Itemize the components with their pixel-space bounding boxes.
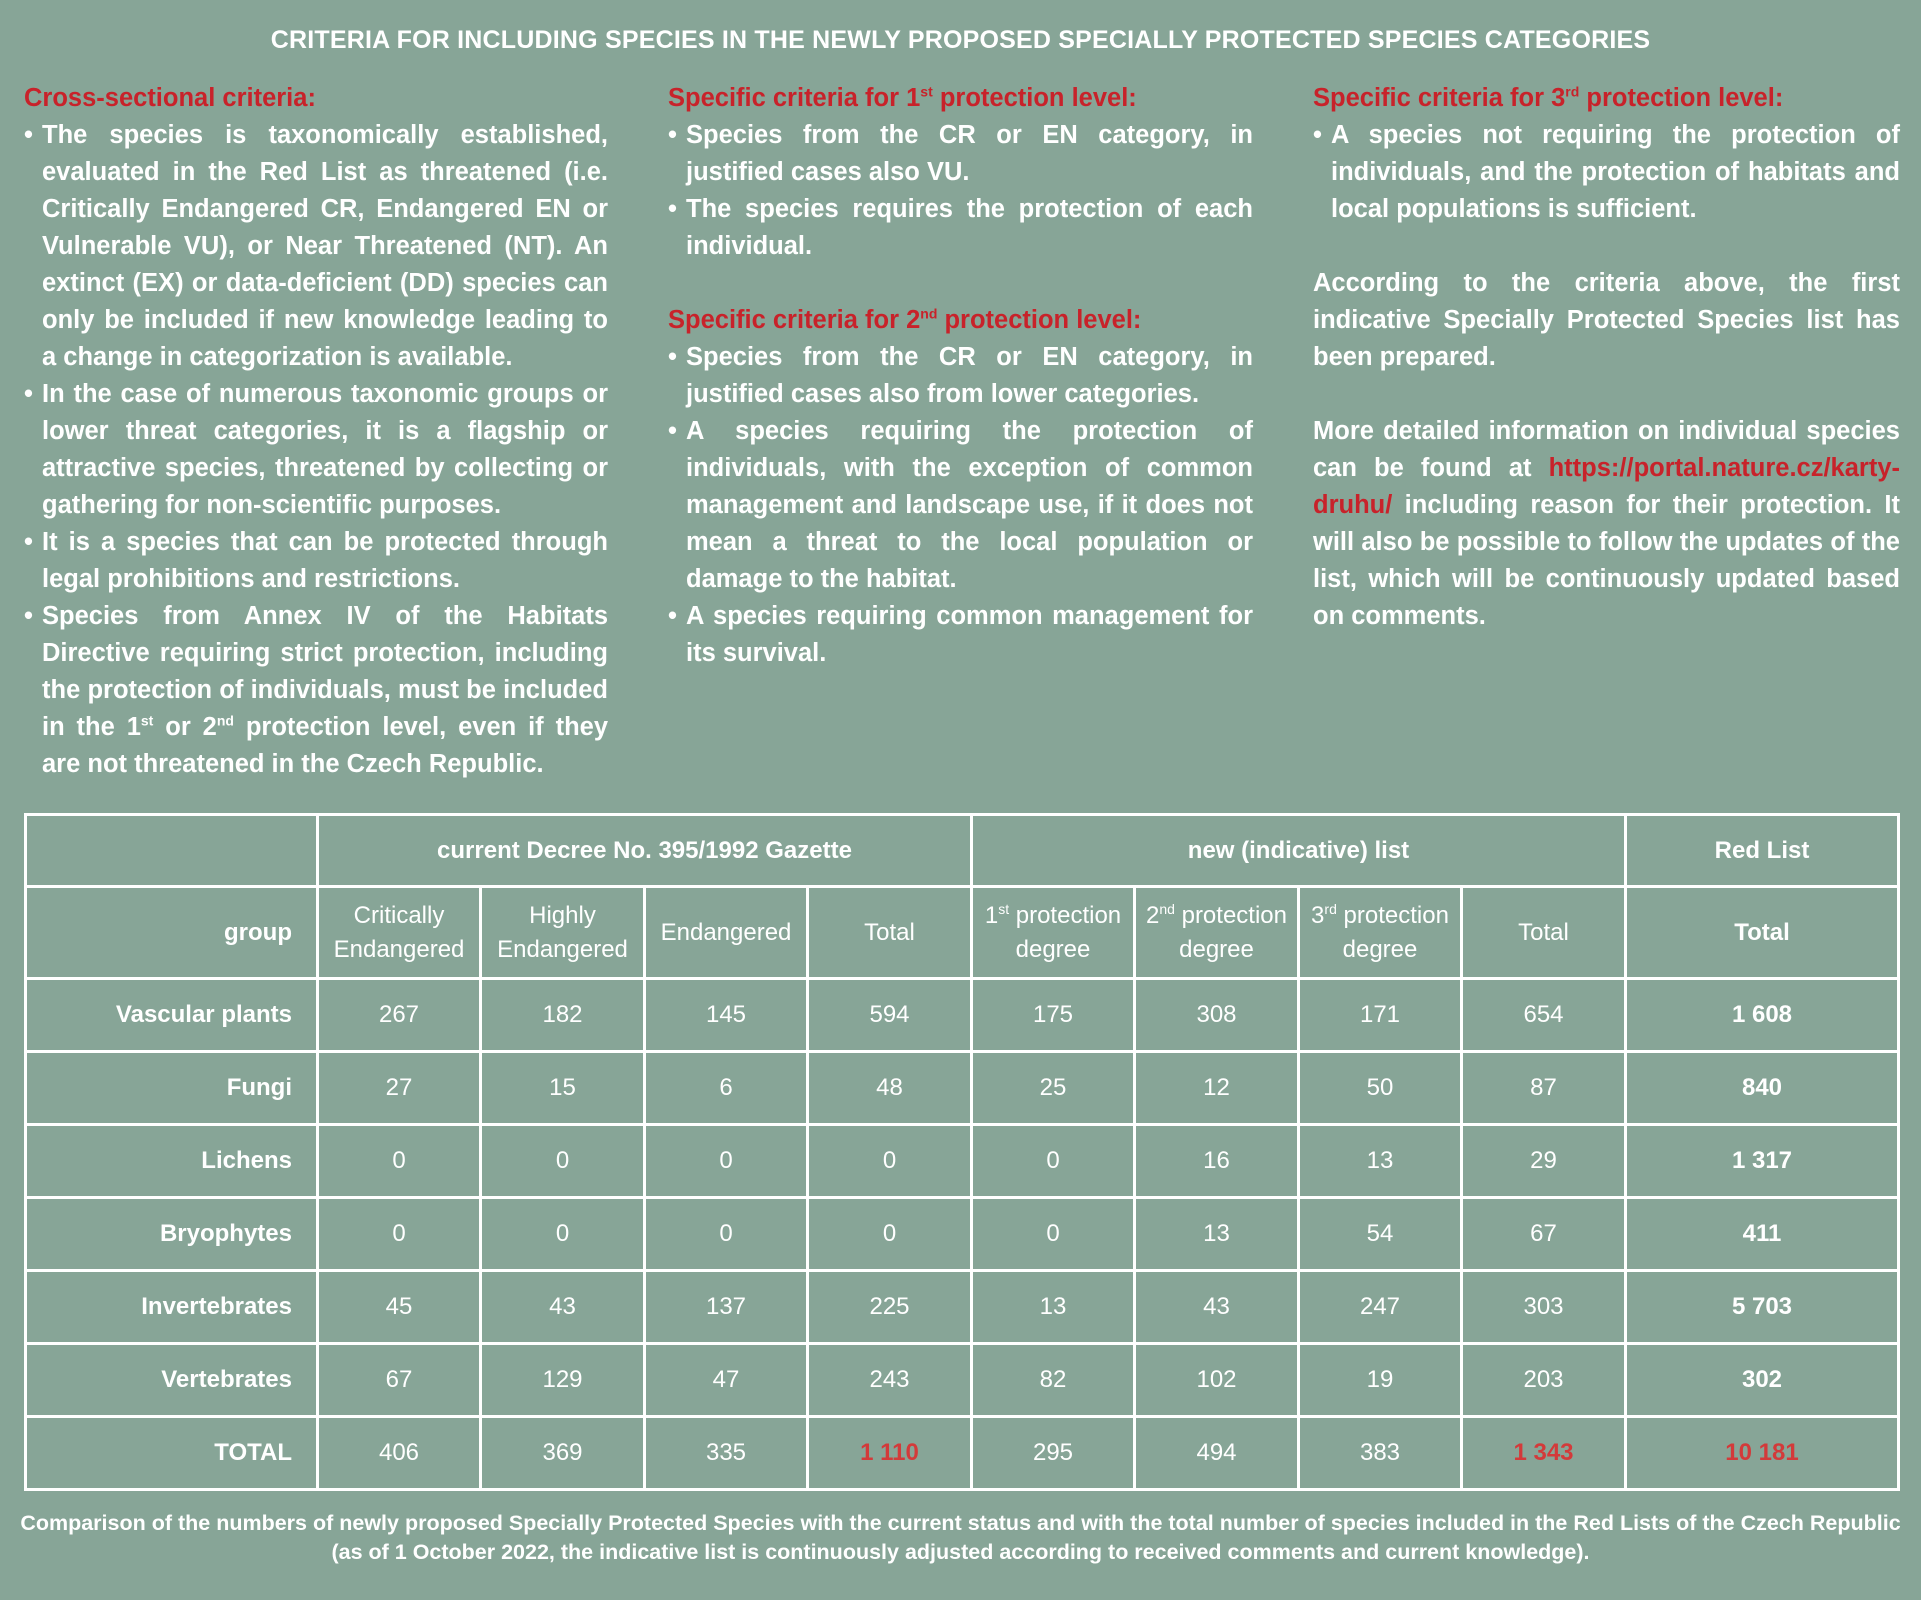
table-cell: 654 [1462,979,1626,1052]
table-header-row [26,815,1899,887]
caption-line: (as of 1 October 2022, the indicative list is continuously adjusted according to received comments and current knowledge). [331,1540,1590,1564]
table-cell: 1 608 [1626,979,1899,1052]
column-header: 1st protection degree [972,887,1135,979]
table-row [26,1125,1899,1198]
table-row [26,979,1899,1052]
empty-corner-cell [26,815,318,887]
table-cell: 48 [808,1052,972,1125]
table-cell: 247 [1299,1271,1462,1344]
level3-heading: Specific criteria for 3rd protection level: [1313,83,1784,112]
table-cell: 25 [972,1052,1135,1125]
table-cell: 0 [481,1125,645,1198]
table-cell: 594 [808,979,972,1052]
table-cell: 19 [1299,1344,1462,1417]
table-cell: 0 [318,1125,481,1198]
table-cell: 335 [645,1417,808,1490]
list-item: • A species not requiring the protection of individuals, and the protection of habitats and local populations is sufficient. [1313,117,1900,228]
column-header: 3rd protection degree [1299,887,1462,979]
column-header: Total [1626,887,1899,979]
list-item-text: Species from Annex IV of the Habitats Directive requiring strict protection, including the protection of individuals, must be included in the 1 [42,602,608,741]
table-cell: 29 [1462,1125,1626,1198]
group-column-header: group [26,887,318,979]
new-list-group-header: new (indicative) list [972,815,1626,887]
table-cell: 171 [1299,979,1462,1052]
table-cell: 840 [1626,1052,1899,1125]
ordinal-suffix: nd [216,712,234,729]
table-cell: 1 110 [808,1417,972,1490]
table-cell: 295 [972,1417,1135,1490]
decree-group-header: current Decree No. 395/1992 Gazette [318,815,972,887]
table-row [26,1417,1899,1490]
table-cell: 308 [1135,979,1299,1052]
table-cell: 45 [318,1271,481,1344]
table-cell: 67 [1462,1198,1626,1271]
table-cell: 16 [1135,1125,1299,1198]
table-cell: 0 [481,1198,645,1271]
group-cell: Vertebrates [26,1344,318,1417]
table-cell: 13 [1135,1198,1299,1271]
table-cell: 54 [1299,1198,1462,1271]
level-1-2-criteria [668,80,1253,672]
column-header: Total [808,887,972,979]
page-title: CRITERIA FOR INCLUDING SPECIES IN THE NEWLY PROPOSED SPECIALLY PROTECTED SPECIES CATEGORIES [270,26,1651,54]
table-row [26,1344,1899,1417]
more-info-paragraph: More detailed information on individual species can be found at https://portal.nature.cz/karty-druhu/ including reason for their protection. It will also be possible to follow the updates of the list, which will be continuously updated based on comments. [1313,417,1900,630]
ordinal-suffix: st [140,712,154,729]
column-header: Critically Endangered [318,887,481,979]
list-item: • Species from the CR or EN category, in justified cases also VU. [668,117,1253,191]
table-cell: 47 [645,1344,808,1417]
table-cell: 82 [972,1344,1135,1417]
table-row [26,1198,1899,1271]
table-cell: 27 [318,1052,481,1125]
group-cell: TOTAL [26,1417,318,1490]
level1-heading: Specific criteria for 1st protection level: [668,83,1137,112]
table-cell: 43 [1135,1271,1299,1344]
list-item: • The species requires the protection of each individual. [668,191,1253,265]
table-cell: 203 [1462,1344,1626,1417]
list-item: • Species from the CR or EN category, in justified cases also from lower categories. [668,339,1253,413]
table-cell: 406 [318,1417,481,1490]
group-cell: Invertebrates [26,1271,318,1344]
caption-line: Comparison of the numbers of newly proposed Specially Protected Species with the current status and with the total number of species included in the Red Lists of the Czech Republic [20,1511,1901,1535]
table-cell: 0 [318,1198,481,1271]
table-cell: 13 [1299,1125,1462,1198]
table-subheader-row [26,887,1899,979]
list-item-text: or 2 [153,713,217,741]
table-cell: 0 [645,1125,808,1198]
cross-sectional-criteria [24,80,608,783]
level2-heading: Specific criteria for 2nd protection level: [668,305,1142,334]
table-cell: 0 [808,1198,972,1271]
group-cell: Bryophytes [26,1198,318,1271]
list-item: • A species requiring the protection of individuals, with the exception of common management and landscape use, if it does not mean a threat to the local population or damage to the habitat. [668,413,1253,598]
column-header: Endangered [645,887,808,979]
level1-list [668,117,1253,265]
table-cell: 369 [481,1417,645,1490]
table-cell: 5 703 [1626,1271,1899,1344]
table-cell: 15 [481,1052,645,1125]
list-item: • A species requiring common management for its survival. [668,598,1253,672]
list-prepared-paragraph: According to the criteria above, the first indicative Specially Protected Species list has been prepared. [1313,269,1900,371]
list-item: • The species is taxonomically established, evaluated in the Red List as threatened (i.e. Critically Endangered CR, Endangered EN or Vulnerable VU), or Near Threatened (NT). An extinct (EX) or data-deficient (DD) species can only be included if new knowledge leading to a change in categorization is available. [24,117,608,376]
table-cell: 0 [808,1125,972,1198]
table-cell: 87 [1462,1052,1626,1125]
table-cell: 267 [318,979,481,1052]
level2-list [668,339,1253,672]
column-header: Total [1462,887,1626,979]
table-cell: 411 [1626,1198,1899,1271]
level3-list [1313,117,1900,228]
table-cell: 303 [1462,1271,1626,1344]
table-cell: 10 181 [1626,1417,1899,1490]
list-item-text: protection level, even if they are not threatened in the Czech Republic. [42,713,609,778]
table-cell: 175 [972,979,1135,1052]
list-item: • In the case of numerous taxonomic groups or lower threat categories, it is a flagship or attractive species, threatened by collecting or gathering for non-scientific purposes. [24,376,608,524]
table-row [26,1271,1899,1344]
species-comparison-table [24,813,1900,1491]
table-cell: 0 [972,1198,1135,1271]
table-caption [0,1509,1921,1567]
group-cell: Fungi [26,1052,318,1125]
list-item [24,598,608,783]
table-cell: 0 [645,1198,808,1271]
table-cell: 1 343 [1462,1417,1626,1490]
group-cell: Vascular plants [26,979,318,1052]
table-cell: 0 [972,1125,1135,1198]
table-cell: 129 [481,1344,645,1417]
table-cell: 12 [1135,1052,1299,1125]
table-cell: 13 [972,1271,1135,1344]
table-cell: 182 [481,979,645,1052]
table-row [26,1052,1899,1125]
table-cell: 137 [645,1271,808,1344]
table-cell: 383 [1299,1417,1462,1490]
group-cell: Lichens [26,1125,318,1198]
column-header: Highly Endangered [481,887,645,979]
table-cell: 225 [808,1271,972,1344]
table-cell: 67 [318,1344,481,1417]
table-cell: 302 [1626,1344,1899,1417]
list-item: • It is a species that can be protected through legal prohibitions and restrictions. [24,524,608,598]
red-list-group-header: Red List [1626,815,1899,887]
cross-sectional-heading: Cross-sectional criteria: [24,84,316,112]
table-cell: 494 [1135,1417,1299,1490]
table-cell: 1 317 [1626,1125,1899,1198]
table-cell: 50 [1299,1052,1462,1125]
table-cell: 43 [481,1271,645,1344]
table-cell: 6 [645,1052,808,1125]
portal-link[interactable]: https://portal.nature.cz/karty-druhu/ [1313,454,1900,519]
table-cell: 243 [808,1344,972,1417]
cross-sectional-list [24,117,608,783]
table-cell: 145 [645,979,808,1052]
table-cell: 102 [1135,1344,1299,1417]
column-header: 2nd protection degree [1135,887,1299,979]
level-3-criteria [1313,80,1900,635]
